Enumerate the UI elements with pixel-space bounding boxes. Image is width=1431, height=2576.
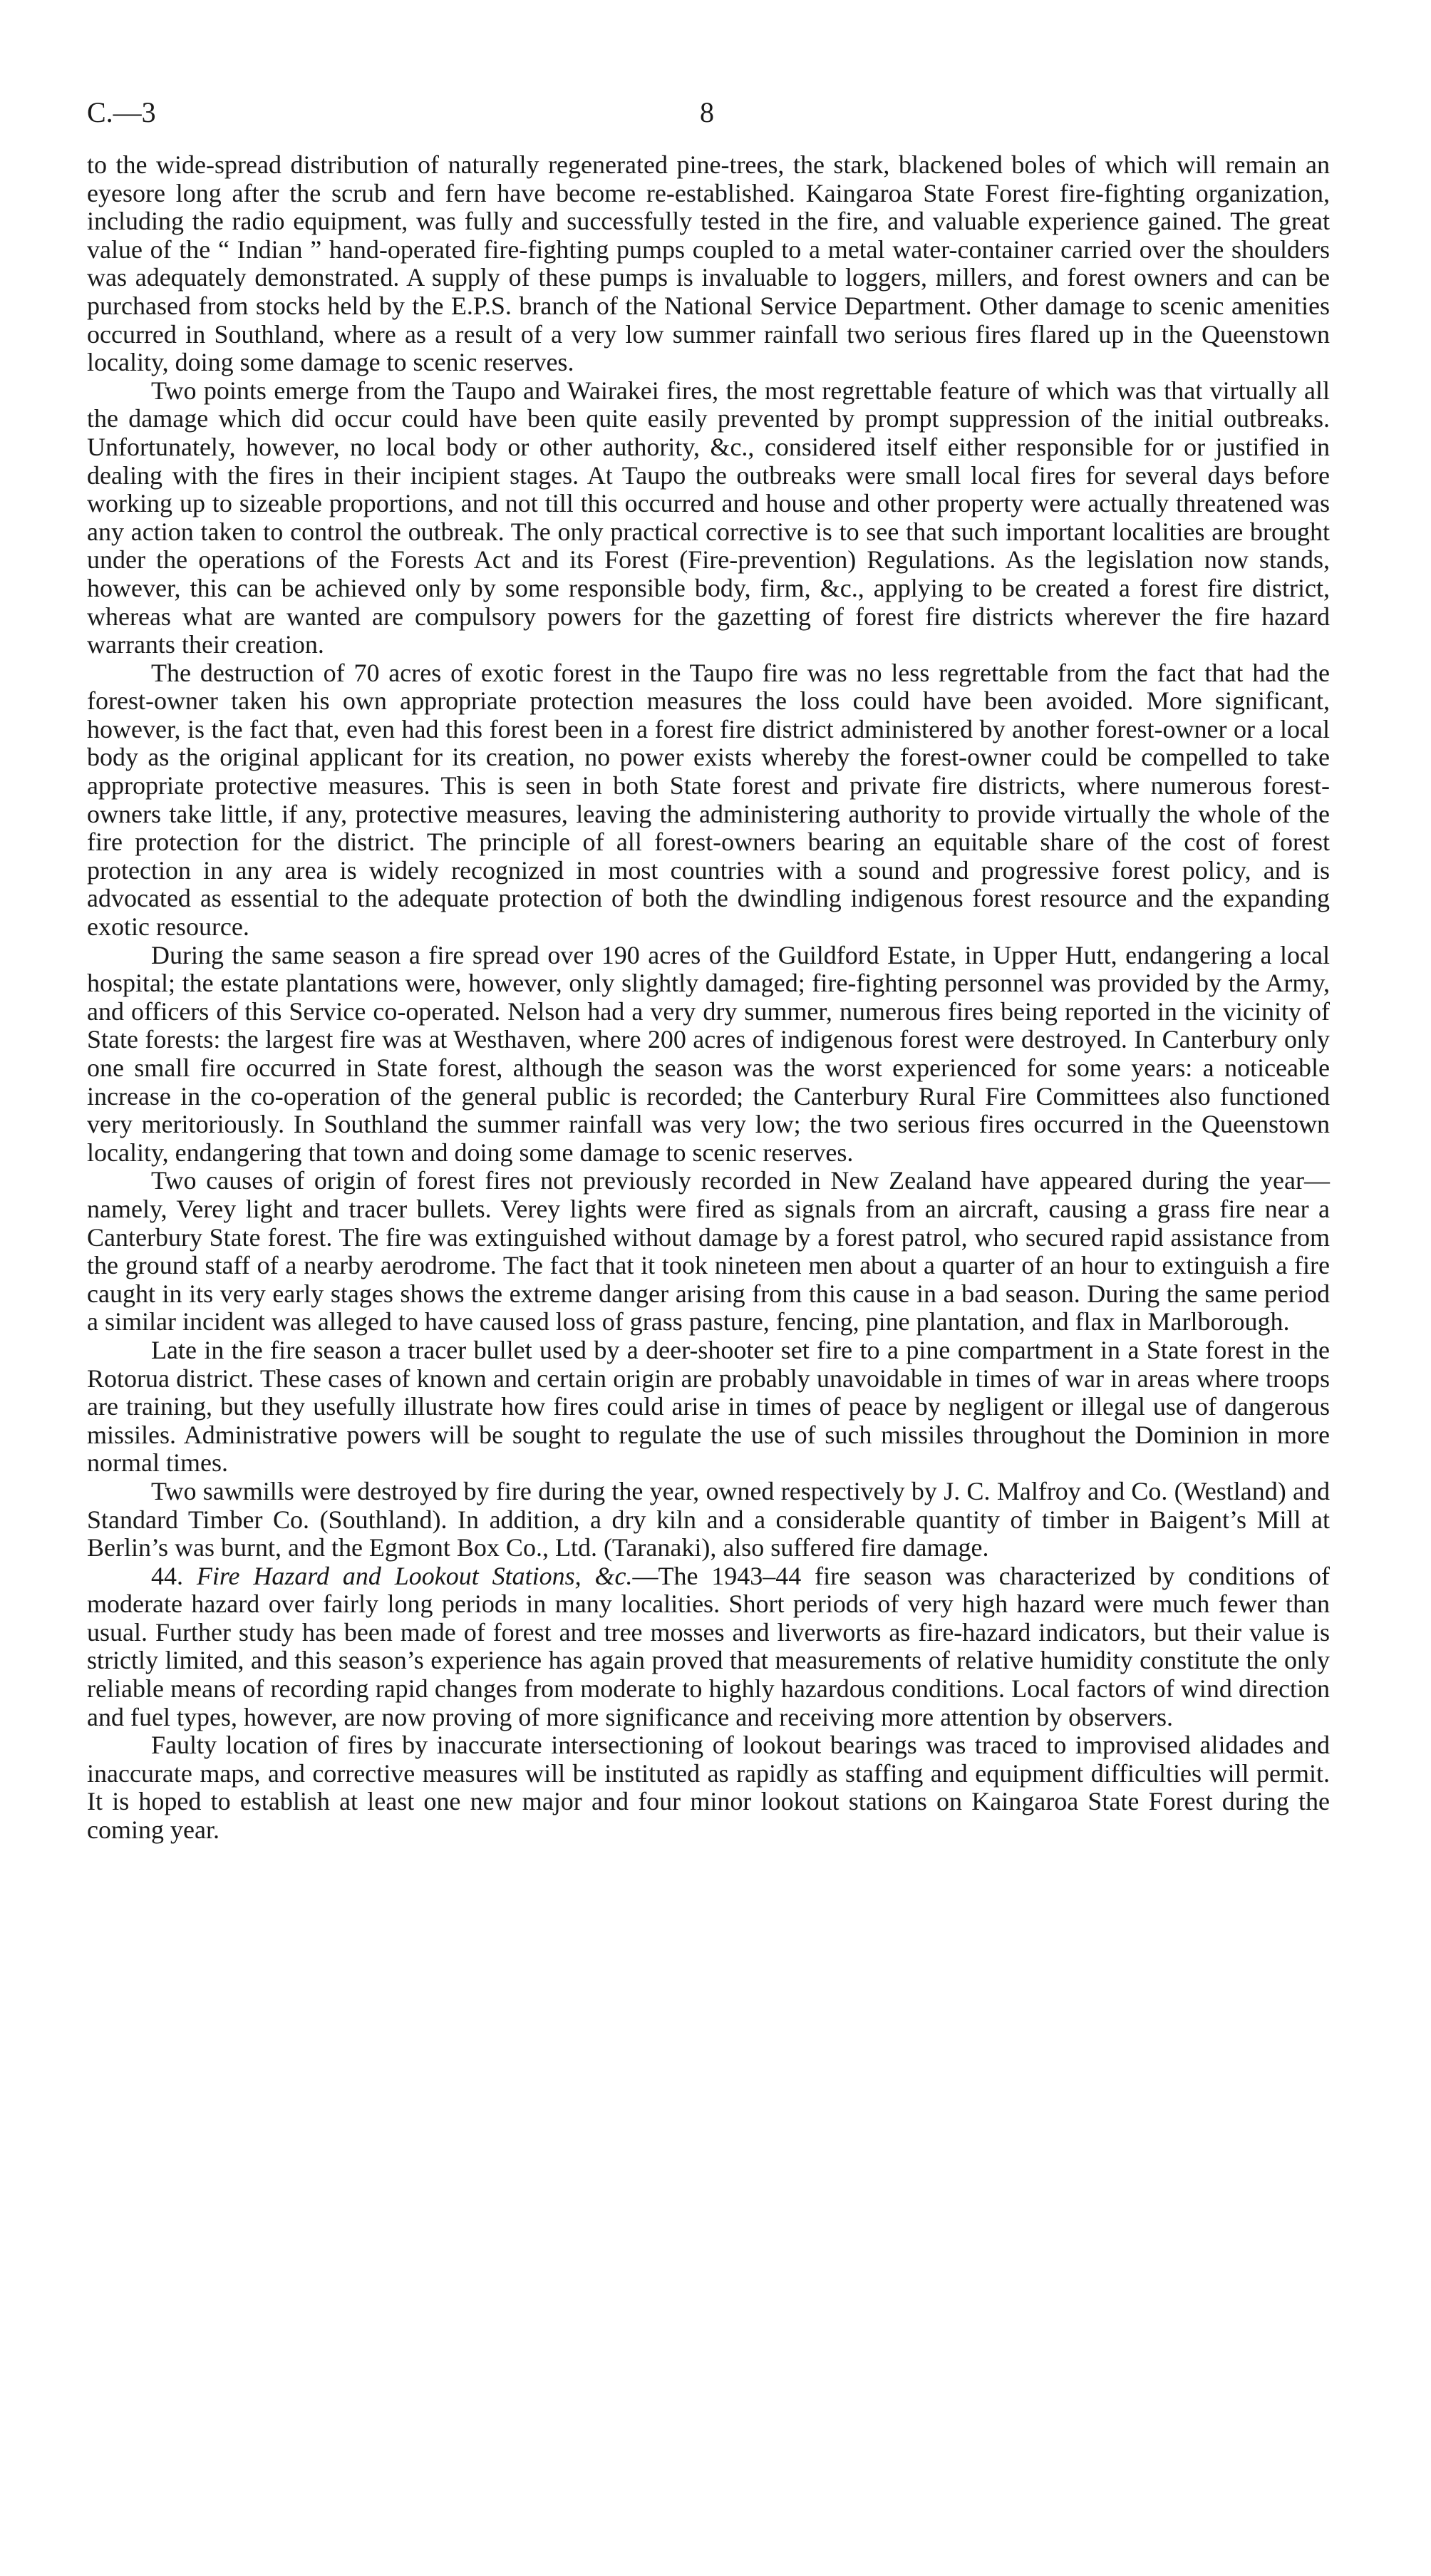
document-reference: C.—3: [87, 96, 156, 128]
section-text: —The 1943–44 fire season was characterized by conditions of moderate hazard over fairly long periods in many localities. Short periods of very high hazard were much fewer than usual. Further study has been made of forest and tree mosses and liverworts as fire-hazard indicators, but their value is strictly limited, and this season’s experience has again proved that measurements of relative humidity constitute the only reliable means of recording rapid changes from moderate to highly hazardous conditions. Local factors of wind direction and fuel types, however, are now proving of more significance and receiving more attention by observers.: [87, 1561, 1331, 1731]
section-44-paragraph: [87, 1562, 1330, 1732]
paragraph-sawmills: Two sawmills were destroyed by fire during the year, owned respectively by J. C. Malfroy and Co. (Westland) and Standard Timber Co. (Southland). In addition, a dry kiln and a considerable quantity of timber in Baigent’s Mill at Berlin’s was burnt, and the Egmont Box Co., Ltd. (Taranaki), also suffered fire damage.: [87, 1476, 1330, 1562]
page-header: [87, 91, 1330, 134]
paragraph-taupo-wairakei: Two points emerge from the Taupo and Wairakei fires, the most regrettable feature of which was that virtually all the damage which did occur could have been quite easily prevented by prompt suppression of the initial outbreaks. Unfortunately, however, no local body or other authority, &c., considered itself either responsible for or justified in dealing with the fires in their incipient stages. At Taupo the outbreaks were small local fires for several days before working up to sizeable proportions, and not till this occurred and house and other property were actually threatened was any action taken to control the outbreak. The only practical corrective is to see that such important localities are brought under the operations of the Forests Act and its Forest (Fire-prevention) Regulations. As the legislation now stands, however, this can be achieved only by some responsible body, firm, &c., applying to be created a forest fire district, whereas what are wanted are compulsory powers for the gazetting of forest fire districts wherever the fire hazard warrants their creation.: [87, 376, 1330, 659]
paragraph-tracer-bullet: Late in the fire season a tracer bullet used by a deer-shooter set fire to a pine compartment in a State forest in the Rotorua district. These cases of known and certain origin are probably unavoidable in times of war in areas where troops are training, but they usefully illustrate how fires could arise in times of peace by negligent or illegal use of dangerous missiles. Administrative powers will be sought to regulate the use of such missiles throughout the Dominion in more normal times.: [87, 1335, 1330, 1478]
section-number: 44.: [151, 1561, 183, 1590]
document-body: [87, 151, 1330, 1845]
section-heading: Fire Hazard and Lookout Stations, &c.: [196, 1561, 633, 1590]
paragraph-continued: to the wide-spread distribution of naturally regenerated pine-trees, the stark, blackened boles of which will remain an eyesore long after the scrub and fern have become re-established. Kaingaroa State Forest fire-fighting organization, including the radio equipment, was fully and successfully tested in the fire, and valuable experience gained. The great value of the “ Indian ” hand-operated fire-fighting pumps coupled to a metal water-container carried over the shoulders was adequately demonstrated. A supply of these pumps is invaluable to loggers, millers, and forest owners and can be purchased from stocks held by the E.P.S. branch of the National Service Department. Other damage to scenic amenities occurred in Southland, where as a result of a very low summer rainfall two serious fires flared up in the Queenstown locality, doing some damage to scenic reserves.: [87, 150, 1330, 377]
paragraph-verey-light: Two causes of origin of forest fires not previously recorded in New Zealand have appeared during the year—namely, Verey light and tracer bullets. Verey lights were fired as signals from an aircraft, causing a grass fire near a Canterbury State forest. The fire was extinguished without damage by a forest patrol, who secured rapid assistance from the ground staff of a nearby aerodrome. The fact that it took nineteen men about a quarter of an hour to extinguish a fire caught in its very early stages shows the extreme danger arising from this cause in a bad season. During the same period a similar incident was alleged to have caused loss of grass pasture, fencing, pine plantation, and flax in Marlborough.: [87, 1166, 1330, 1336]
paragraph-lookout-bearings: Faulty location of fires by inaccurate intersectioning of lookout bearings was traced to improvised alidades and inaccurate maps, and corrective measures will be instituted as rapidly as staffing and equipment difficulties will permit. It is hoped to establish at least one new major and four minor lookout stations on Kaingaroa State Forest during the coming year.: [87, 1731, 1330, 1845]
page-number: 8: [700, 96, 714, 128]
paragraph-guildford-estate: During the same season a fire spread over 190 acres of the Guildford Estate, in Upper Hutt, endangering a local hospital; the estate plantations were, however, only slightly damaged; fire-fighting personnel was provided by the Army, and officers of this Service co-operated. Nelson had a very dry summer, numerous fires being reported in the vicinity of State forests: the largest fire was at Westhaven, where 200 acres of indigenous forest were destroyed. In Canterbury only one small fire occurred in State forest, although the season was the worst experienced for some years: a noticeable increase in the co-operation of the general public is recorded; the Canterbury Rural Fire Committees also functioned very meritoriously. In Southland the summer rainfall was very low; the two serious fires occurred in the Queenstown locality, endangering that town and doing some damage to scenic reserves.: [87, 940, 1330, 1167]
paragraph-exotic-forest-destruction: The destruction of 70 acres of exotic forest in the Taupo fire was no less regrettable from the fact that had the forest-owner taken his own appropriate protection measures the loss could have been avoided. More significant, however, is the fact that, even had this forest been in a forest fire district administered by another forest-owner or a local body as the original applicant for its creation, no power exists whereby the forest-owner could be compelled to take appropriate protective measures. This is seen in both State forest and private fire districts, where numerous forest-owners take little, if any, protective measures, leaving the administering authority to provide virtually the whole of the fire protection for the district. The principle of all forest-owners bearing an equitable share of the cost of forest protection in any area is widely recognized in most countries with a sound and progressive forest policy, and is advocated as essential to the adequate protection of both the dwindling indigenous forest resource and the expanding exotic resource.: [87, 658, 1330, 942]
